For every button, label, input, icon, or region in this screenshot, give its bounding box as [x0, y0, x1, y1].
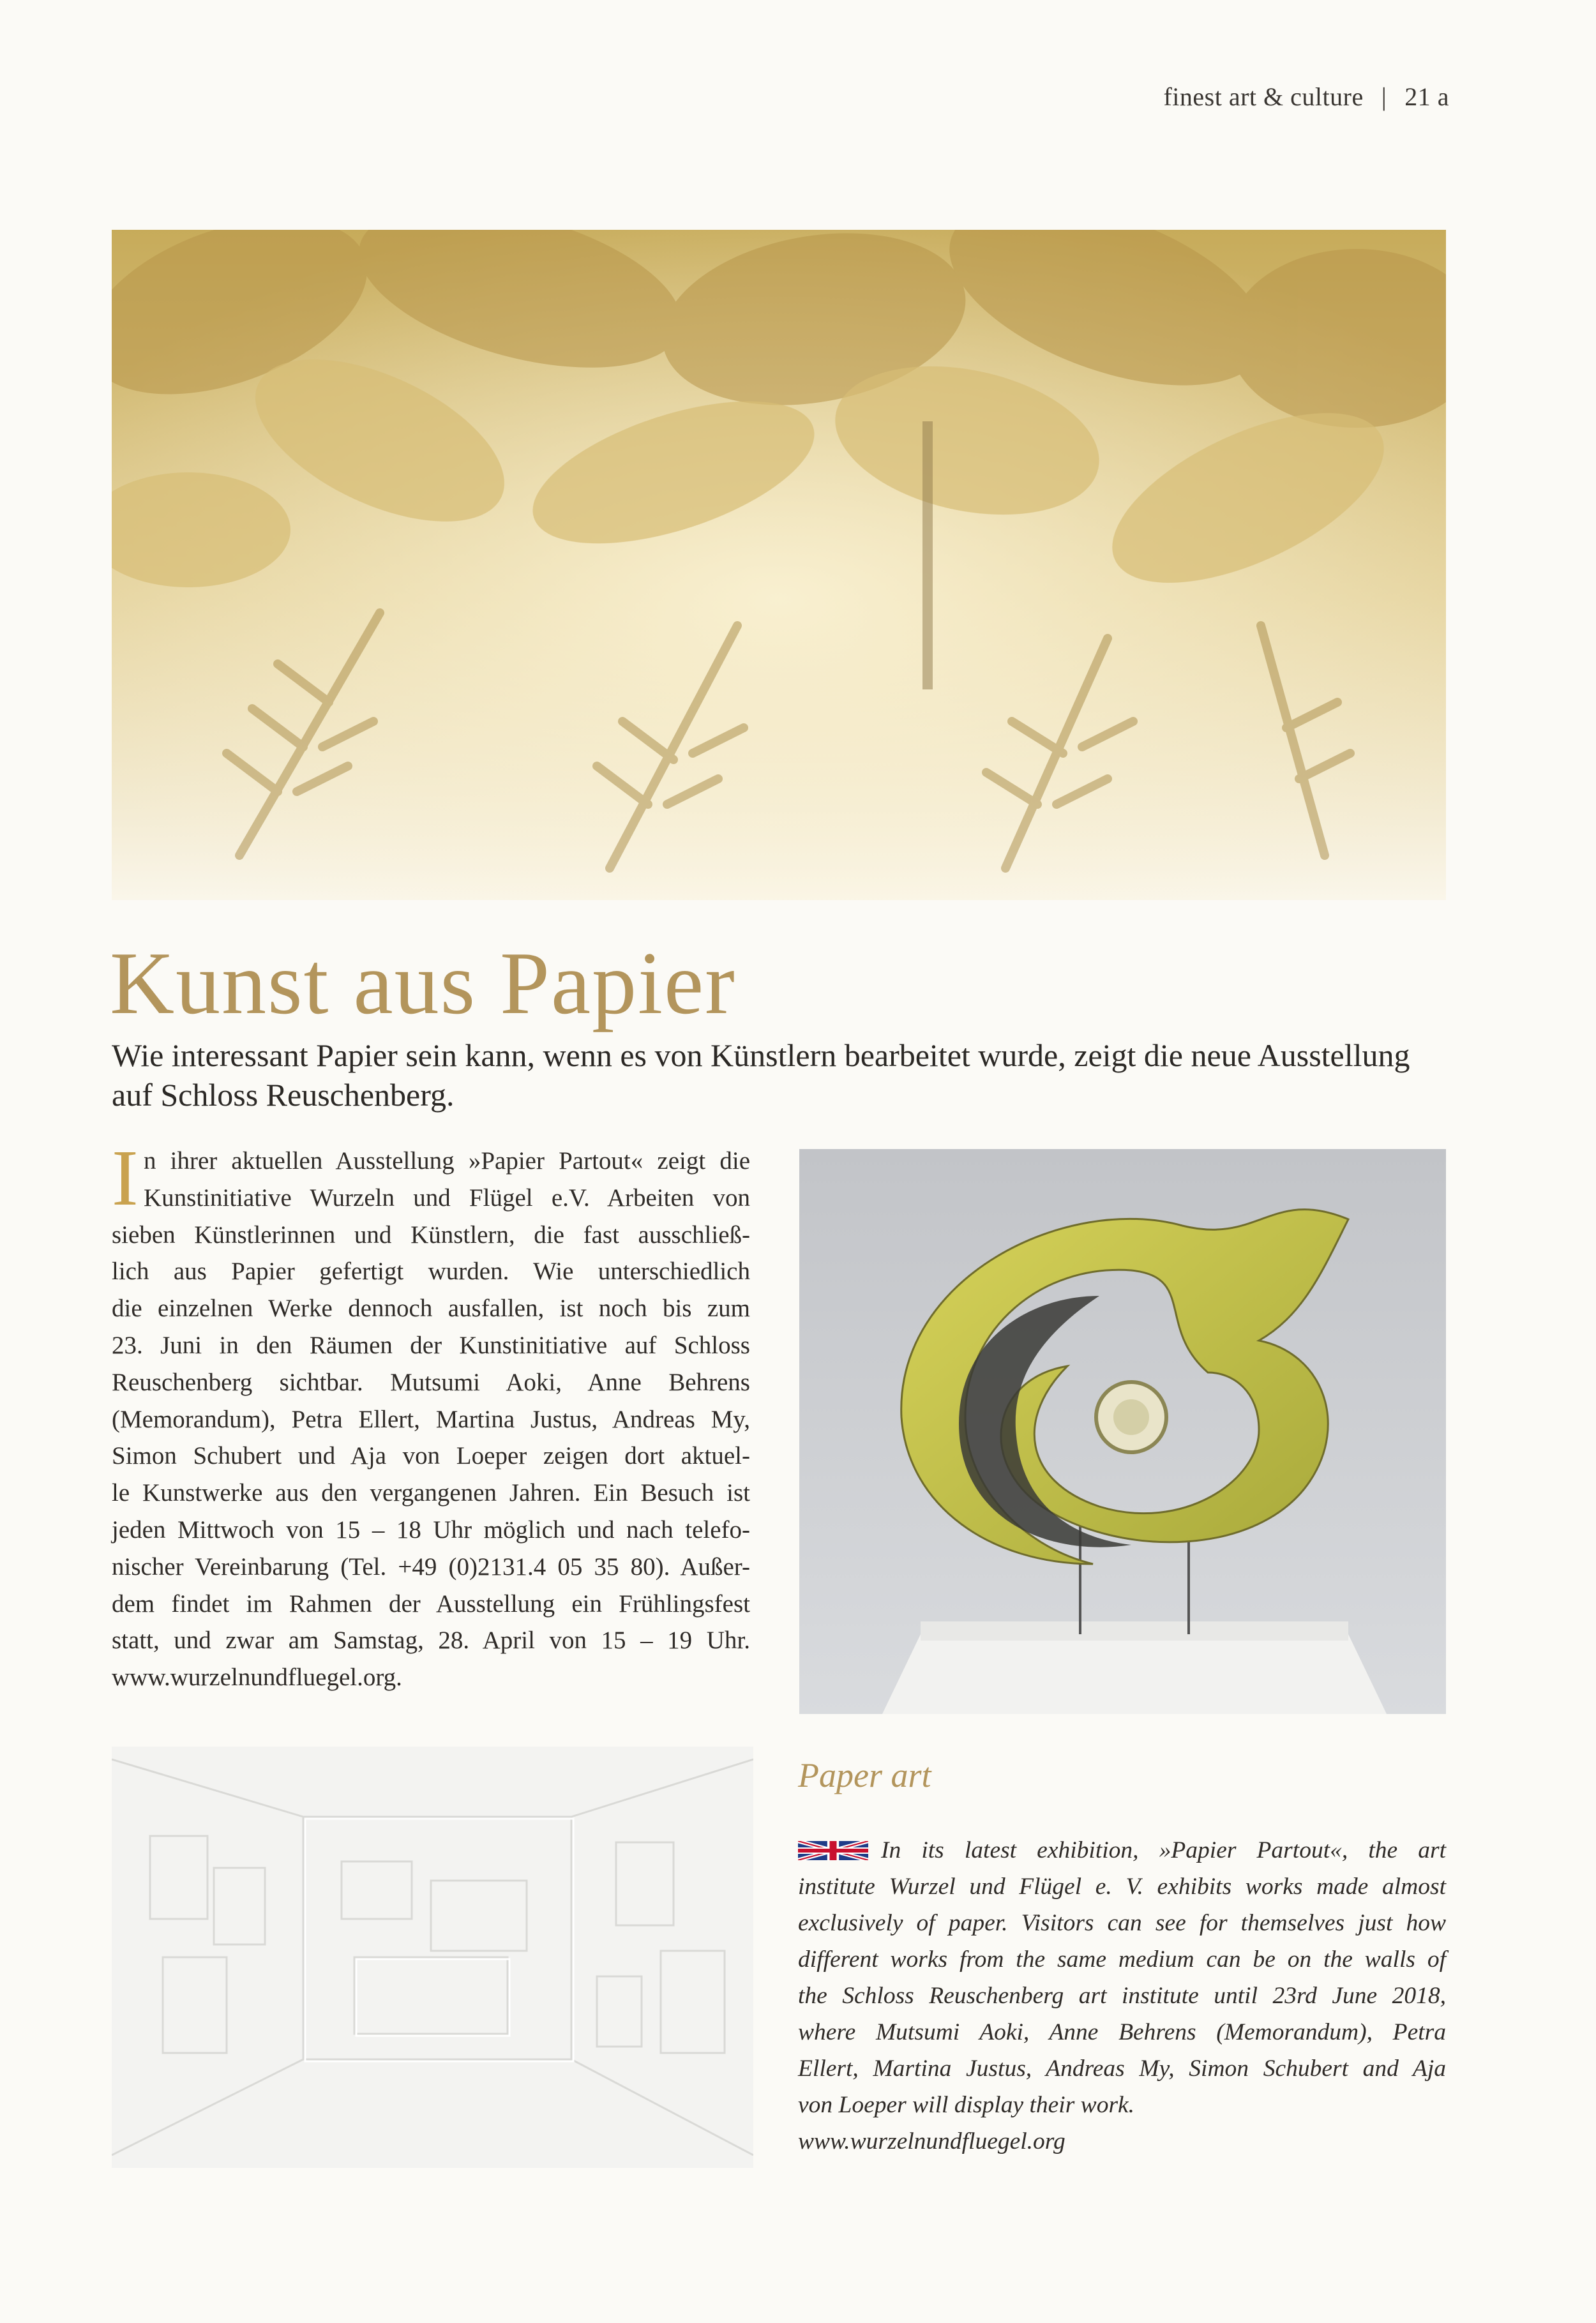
sculpture-photo	[799, 1149, 1446, 1714]
body-line: nischer Vereinbarung (Tel. +49 (0)2131.4 05 35 80). Außer-	[112, 1552, 750, 1581]
body-line: (Memorandum), Petra Ellert, Martina Justus, Andreas My,	[112, 1405, 750, 1433]
header-separator: |	[1381, 82, 1387, 111]
body-line: Reuschenberg sichtbar. Mutsumi Aoki, Anne Behrens	[112, 1368, 750, 1396]
body-line: jeden Mittwoch von 15 – 18 Uhr möglich und nach telefo-	[112, 1515, 750, 1544]
running-header	[958, 82, 1449, 112]
drop-cap: I	[112, 1134, 139, 1222]
article-title: Kunst aus Papier	[110, 934, 736, 1033]
body-line: Ellert, Martina Justus, Andreas My, Simon Schubert and Aja	[798, 2056, 1446, 2082]
body-line: 23. Juni in den Räumen der Kunstinitiative auf Schloss	[112, 1331, 750, 1359]
body-line: von Loeper will display their work.	[798, 2092, 1135, 2118]
page-number: 21 a	[1404, 82, 1449, 111]
article-body-german	[112, 1143, 750, 1696]
website-link[interactable]: www.wurzelnundfluegel.org.	[112, 1664, 402, 1692]
body-line: Simon Schubert und Aja von Loeper zeigen dort aktuel-	[112, 1442, 750, 1470]
body-line: exclusively of paper. Visitors can see for themselves just how	[798, 1910, 1446, 1936]
embossed-paper-photo	[112, 1747, 753, 2168]
body-line: dem findet im Rahmen der Ausstellung ein Frühlingsfest	[112, 1590, 750, 1618]
body-line: n ihrer aktuellen Ausstellung »Papier Partout« zeigt die	[144, 1147, 750, 1175]
body-line: where Mutsumi Aoki, Anne Behrens (Memorandum), Petra	[798, 2019, 1446, 2045]
website-link[interactable]: www.wurzelnundfluegel.org	[798, 2128, 1065, 2154]
body-line: different works from the same medium can be on the walls of	[798, 1946, 1446, 1973]
body-line: le Kunstwerke aus den vergangenen Jahren. Ein Besuch ist	[112, 1479, 750, 1507]
english-heading: Paper art	[798, 1756, 931, 1794]
body-line: the Schloss Reuschenberg art institute until 23rd June 2018,	[798, 1983, 1446, 2009]
body-line: lich aus Papier gefertigt wurden. Wie unterschiedlich	[112, 1258, 750, 1286]
section-name: finest art & culture	[1163, 82, 1364, 111]
body-line: institute Wurzel und Flügel e. V. exhibits works made almost	[798, 1874, 1446, 1900]
article-body-english	[798, 1832, 1446, 2160]
article-subtitle: Wie interessant Papier sein kann, wenn es von Künstlern bearbeitet wurde, zeigt die neue Ausstellung auf Schloss Reuschenberg.	[112, 1037, 1410, 1113]
hero-image-paper-leaves	[112, 230, 1446, 900]
body-line: die einzelnen Werke dennoch ausfallen, ist noch bis zum	[112, 1295, 750, 1323]
body-line: statt, und zwar am Samstag, 28. April von 15 – 19 Uhr.	[112, 1627, 750, 1655]
body-line: Kunstinitiative Wurzeln und Flügel e.V. Arbeiten von	[144, 1184, 750, 1212]
body-line: sieben Künstlerinnen und Künstlern, die fast ausschließ-	[112, 1221, 750, 1249]
body-line: In its latest exhibition, »Papier Partout«, the art	[881, 1837, 1446, 1863]
